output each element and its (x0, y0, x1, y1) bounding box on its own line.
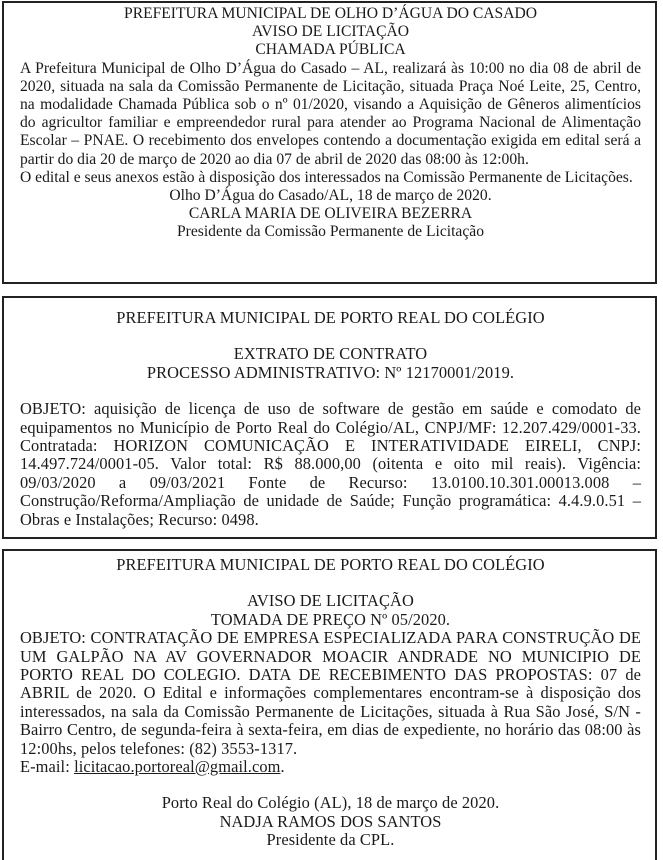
email-label: E-mail: (20, 757, 75, 777)
notice-body-paragraph: OBJETO: aquisição de licença de uso de software de gestão em saúde e comodato de equipamentos no Município de Porto Real do Colégio/AL, CNPJ/MF: 12.207.429/0001-33. Contratada: HORIZON COMUNICAÇÃO E INTERATIVIDADE EIRELI, CNPJ: 14.497.724/0001-05. Valor total: R$ 88.000,00 (oitenta e oito mil reais). Vigência: 09/03/2020 a 09/03/2021 Fonte de Recurso: 13.0100.10.301.00013.008 – Construção/Reforma/Ampliação de unidade de Saúde; Função programática: 4.4.9.0.51 – Obras e Instalações; Recurso: 0498. (20, 399, 641, 529)
notice-header-modality: TOMADA DE PREÇO Nº 05/2020. (210, 609, 451, 629)
email-link[interactable]: licitacao.portoreal@gmail.com (74, 757, 281, 777)
notice-place-date: Porto Real do Colégio (AL), 18 de março de 2020. (161, 793, 500, 813)
notice-body-paragraph: O edital e seus anexos estão à disposição dos interessados na Comissão Permanente de Licitações. (20, 168, 633, 186)
notice-header-type: EXTRATO DE CONTRATO (233, 344, 428, 364)
notice-header-municipality: PREFEITURA MUNICIPAL DE OLHO D’ÁGUA DO CASADO (124, 5, 537, 22)
notice-signer-role: Presidente da CPL. (266, 830, 395, 850)
notice-porto-real-extrato-contrato (2, 296, 657, 539)
notice-header-type: AVISO DE LICITAÇÃO (247, 591, 414, 611)
notice-olho-dagua-chamada-publica (2, 1, 657, 284)
notice-header-municipality: PREFEITURA MUNICIPAL DE PORTO REAL DO COLÉGIO (116, 555, 545, 574)
notice-place-date: Olho D’Água do Casado/AL, 18 de março de 2020. (169, 187, 492, 205)
notice-header-modality: CHAMADA PÚBLICA (255, 41, 406, 59)
notice-email-line (20, 758, 641, 776)
notice-body-paragraph: OBJETO: CONTRATAÇÃO DE EMPRESA ESPECIALIZADA PARA CONSTRUÇÃO DE UM GALPÃO NA AV GOVERNADOR MOACIR ANDRADE NO MUNICIPIO DE PORTO REAL DO COLEGIO. DATA DE RECEBIMENTO DAS PROPOSTAS: 07 de ABRIL de 2020. O Edital e informações complementares encontram-se à disposição dos interessados, na sala da Comissão Permanente de Licitações, situada à Rua São José, S/N - Bairro Centro, de segunda-feira à sexta-feira, em dias de expediente, no horário das 08:00 às 12:00hs, pelos telefones: (82) 3553-1317. (20, 628, 641, 758)
notice-signer-name: CARLA MARIA DE OLIVEIRA BEZERRA (188, 205, 473, 223)
notice-porto-real-tomada-preco (2, 549, 657, 860)
notice-header-type: AVISO DE LICITAÇÃO (252, 23, 409, 41)
notice-header-process: PROCESSO ADMINISTRATIVO: Nº 12170001/2019. (146, 362, 515, 382)
notice-header-municipality: PREFEITURA MUNICIPAL DE PORTO REAL DO COLÉGIO (116, 308, 545, 327)
notice-body-paragraph: A Prefeitura Municipal de Olho D’Água do Casado – AL, realizará às 10:00 no dia 08 de abril de 2020, situada na sala da Comissão Permanente de Licitação, situada Praça Noé Leite, 25, Centro, na modalidade Chamada Pública sob o nº 01/2020, visando a Aquisição de Gêneros alimentícios do agricultor familiar e empreendedor rural para atender ao Programa Nacional de Alimentação Escolar – PNAE. O recebimento dos envelopes contendo a documentação exigida em edital será a partir do dia 20 de março de 2020 ao dia 07 de abril de 2020 das 08:00 às 12:00h. (20, 59, 641, 168)
email-end: . (280, 757, 285, 777)
notice-signer-role: Presidente da Comissão Permanente de Licitação (176, 223, 484, 241)
notice-signer-name: NADJA RAMOS DOS SANTOS (219, 811, 442, 831)
